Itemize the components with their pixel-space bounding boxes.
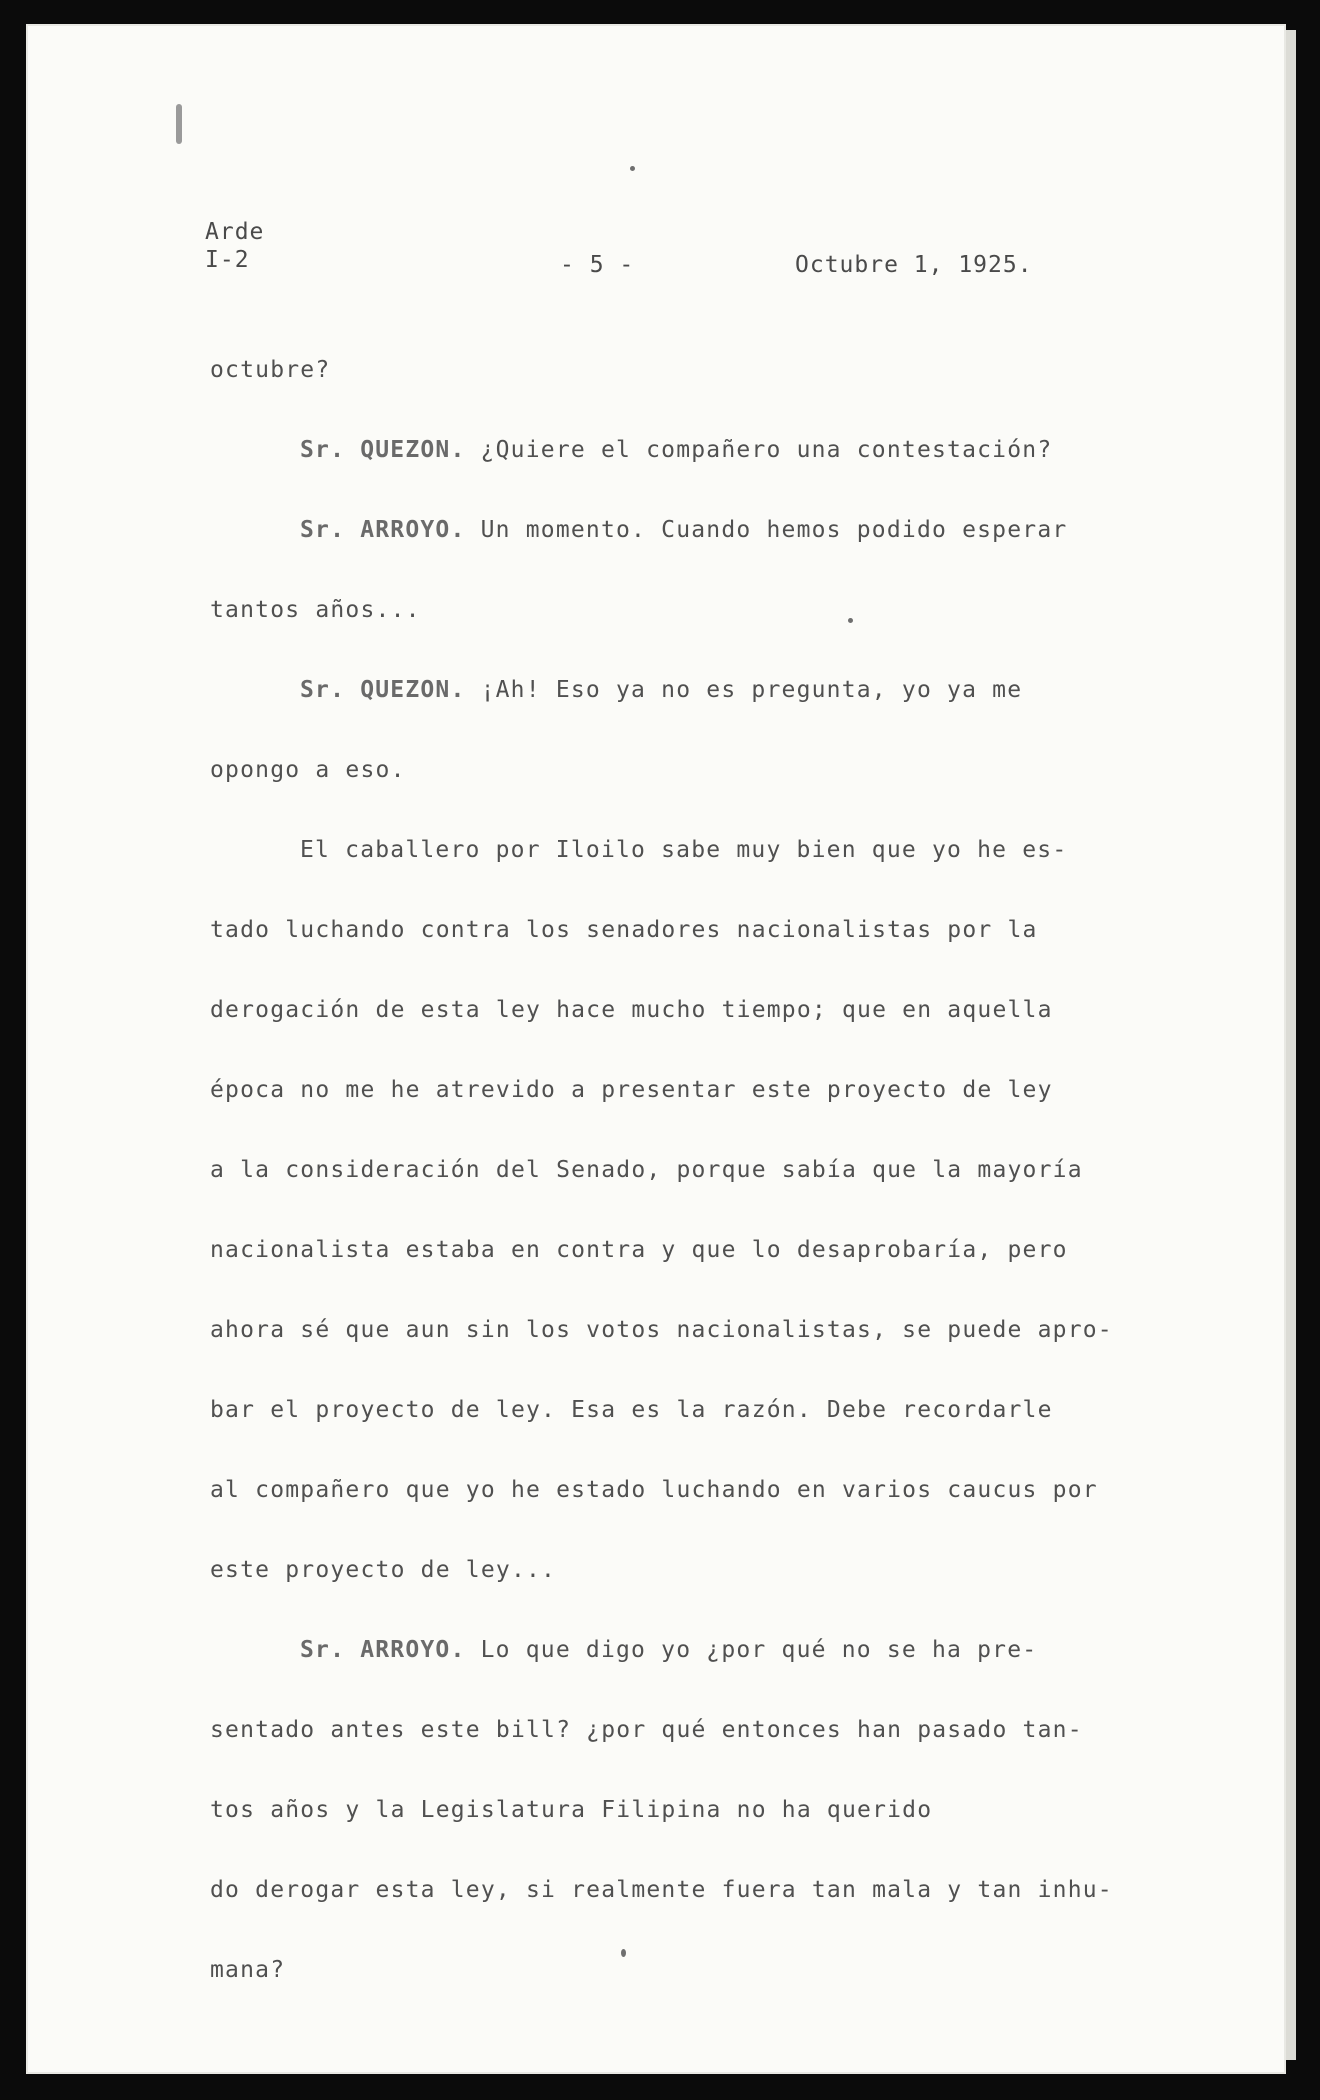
text-line: mana? <box>210 1957 286 1983</box>
ink-speck <box>630 166 635 171</box>
text-line: octubre? <box>210 357 331 383</box>
scan-smudge <box>176 104 182 144</box>
page-number: - 5 - <box>560 252 635 278</box>
text-line: Sr. QUEZON. ¿Quiere el compañero una contestación? <box>300 437 1053 463</box>
reference-code <box>205 218 264 274</box>
text-line: Sr. QUEZON. ¡Ah! Eso ya no es pregunta, yo ya me <box>300 677 1023 703</box>
text-line: época no me he atrevido a presentar este proyecto de ley <box>210 1077 1053 1103</box>
page-edge <box>1286 30 1296 2060</box>
text-line: este proyecto de ley... <box>210 1557 557 1583</box>
speaker-label: Sr. ARROYO. <box>300 1637 466 1663</box>
text-line: tos años y la Legislatura Filipina no ha querido <box>210 1797 933 1823</box>
text-line: El caballero por Iloilo sabe muy bien que yo he es- <box>300 837 1068 863</box>
text-line: sentado antes este bill? ¿por qué entonces han pasado tan- <box>210 1717 1083 1743</box>
text-line: derogación de esta ley hace mucho tiempo; que en aquella <box>210 997 1053 1023</box>
text-line: a la consideración del Senado, porque sabía que la mayoría <box>210 1157 1083 1183</box>
text-line: Sr. ARROYO. Un momento. Cuando hemos podido esperar <box>300 517 1068 543</box>
text-line: al compañero que yo he estado luchando en varios caucus por <box>210 1477 1098 1503</box>
text-line: ahora sé que aun sin los votos nacionalistas, se puede apro- <box>210 1317 1113 1343</box>
document-date: Octubre 1, 1925. <box>795 252 1033 278</box>
text-line: bar el proyecto de ley. Esa es la razón. Debe recordarle <box>210 1397 1053 1423</box>
reference-line-1: Arde <box>205 219 265 245</box>
speaker-label: Sr. ARROYO. <box>300 517 466 543</box>
text-line: do derogar esta ley, si realmente fuera tan mala y tan inhu- <box>210 1877 1113 1903</box>
text-line: tantos años... <box>210 597 421 623</box>
text-line: Sr. ARROYO. Lo que digo yo ¿por qué no se ha pre- <box>300 1637 1038 1663</box>
text-line: opongo a eso. <box>210 757 406 783</box>
text-line: nacionalista estaba en contra y que lo desaprobaría, pero <box>210 1237 1068 1263</box>
text-line: tado luchando contra los senadores nacionalistas por la <box>210 917 1038 943</box>
transcript-body <box>210 355 1170 2035</box>
reference-line-2: I-2 <box>205 247 250 273</box>
speaker-label: Sr. QUEZON. <box>300 437 466 463</box>
speaker-label: Sr. QUEZON. <box>300 677 466 703</box>
